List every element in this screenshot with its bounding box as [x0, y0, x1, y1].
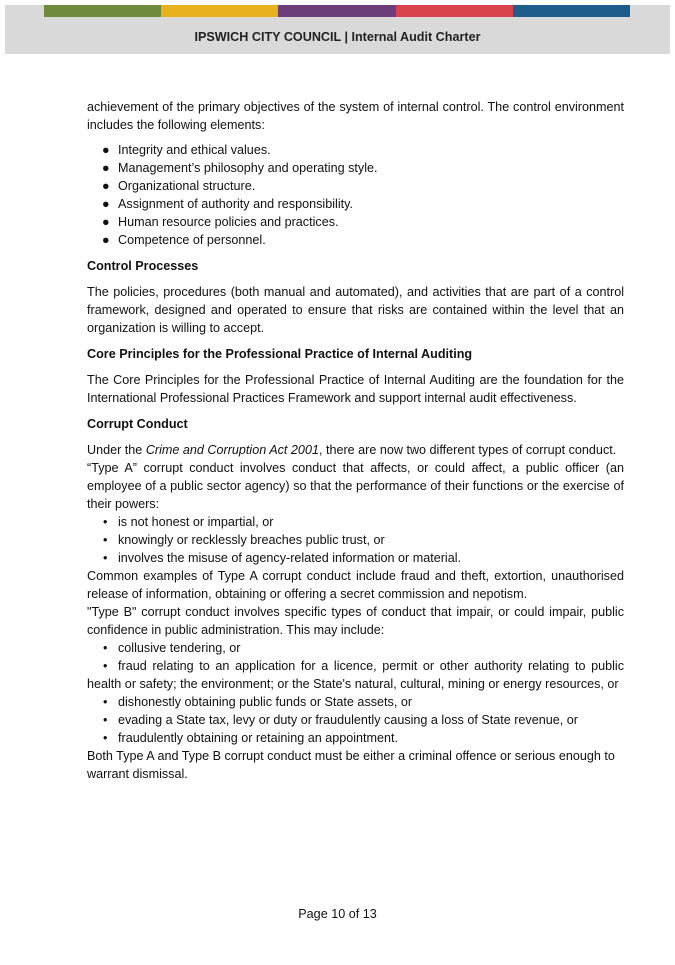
- header-title: IPSWICH CITY COUNCIL | Internal Audit Charter: [194, 30, 481, 44]
- list-item: • dishonestly obtaining public funds or State assets, or: [103, 695, 413, 709]
- control-environment-list: [87, 141, 624, 249]
- bullet-icon: ●: [102, 179, 110, 193]
- bullet-icon: ●: [102, 233, 110, 247]
- corrupt-conduct-intro: Under the Crime and Corruption Act 2001, there are now two different types of corrupt conduct.: [87, 443, 617, 457]
- list-item: • involves the misuse of agency-related information or material.: [103, 551, 461, 565]
- bullet-icon: ●: [102, 215, 110, 229]
- type-b-list-continued: [87, 693, 624, 747]
- bullet-icon: •: [103, 713, 108, 727]
- header-color-bar: [44, 5, 630, 17]
- control-processes-heading: Control Processes: [87, 259, 199, 273]
- bullet-icon: ●: [102, 161, 110, 175]
- list-item: ● Management’s philosophy and operating style.: [102, 161, 378, 175]
- type-b-paragraph: "Type B" corrupt conduct involves specific types of conduct that impair, or could impair, public confidence in public administration. This may include:: [87, 605, 624, 637]
- list-item: • knowingly or recklessly breaches public trust, or: [103, 533, 385, 547]
- page-number: Page 10 of 13: [298, 907, 377, 921]
- list-item: ● Assignment of authority and responsibility.: [102, 197, 353, 211]
- type-a-paragraph: “Type A” corrupt conduct involves conduct that affects, or could affect, a public officer (an employee of a public sector agency) so that the performance of their functions or the exercise of their powers:: [87, 461, 624, 511]
- color-segment-blue: [513, 5, 630, 17]
- list-item: • collusive tendering, or: [103, 641, 241, 655]
- type-a-list: [87, 513, 624, 567]
- color-segment-purple: [278, 5, 395, 17]
- list-item: • evading a State tax, levy or duty or fraudulently causing a loss of State revenue, or: [103, 713, 578, 727]
- bullet-icon: ●: [102, 197, 110, 211]
- corrupt-conduct-heading: Corrupt Conduct: [87, 417, 188, 431]
- control-processes-text: The policies, procedures (both manual and automated), and activities that are part of a control framework, designed and operated to ensure that risks are contained within the level that an organization is willing to accept.: [87, 285, 624, 335]
- list-item: ● Integrity and ethical values.: [102, 143, 271, 157]
- bullet-icon: •: [103, 551, 108, 565]
- bullet-icon: •: [103, 659, 108, 673]
- type-b-list: [87, 639, 624, 657]
- bullet-icon: ●: [102, 143, 110, 157]
- color-segment-yellow: [161, 5, 278, 17]
- type-a-examples: Common examples of Type A corrupt conduct include fraud and theft, extortion, unauthorised release of information, obtaining or offering a secret commission and nepotism.: [87, 569, 624, 601]
- closing-paragraph: Both Type A and Type B corrupt conduct must be either a criminal offence or serious enough to warrant dismissal.: [87, 749, 615, 781]
- list-item: ● Human resource policies and practices.: [102, 215, 339, 229]
- bullet-icon: •: [103, 695, 108, 709]
- color-segment-red: [396, 5, 513, 17]
- color-segment-green: [44, 5, 161, 17]
- bullet-icon: •: [103, 533, 108, 547]
- bullet-icon: •: [103, 731, 108, 745]
- core-principles-text: The Core Principles for the Professional Practice of Internal Auditing are the foundation for the International Professional Practices Framework and support internal audit effectiveness.: [87, 373, 624, 405]
- act-name: Crime and Corruption Act 2001: [145, 443, 319, 457]
- intro-paragraph: achievement of the primary objectives of the system of internal control. The control environment includes the following elements:: [87, 100, 624, 132]
- document-body: [87, 98, 624, 783]
- bullet-icon: •: [103, 515, 108, 529]
- bullet-icon: •: [103, 641, 108, 655]
- list-item: • fraudulently obtaining or retaining an appointment.: [103, 731, 399, 745]
- list-item: • is not honest or impartial, or: [103, 515, 274, 529]
- core-principles-heading: Core Principles for the Professional Practice of Internal Auditing: [87, 347, 473, 361]
- page-header: [5, 5, 670, 54]
- list-item-hanging: • fraud relating to an application for a licence, permit or other authority relating to public health or safety; the environment; or the State's natural, cultural, mining or energy resources, or: [87, 659, 624, 691]
- list-item: ● Organizational structure.: [102, 179, 256, 193]
- list-item: ● Competence of personnel.: [102, 233, 266, 247]
